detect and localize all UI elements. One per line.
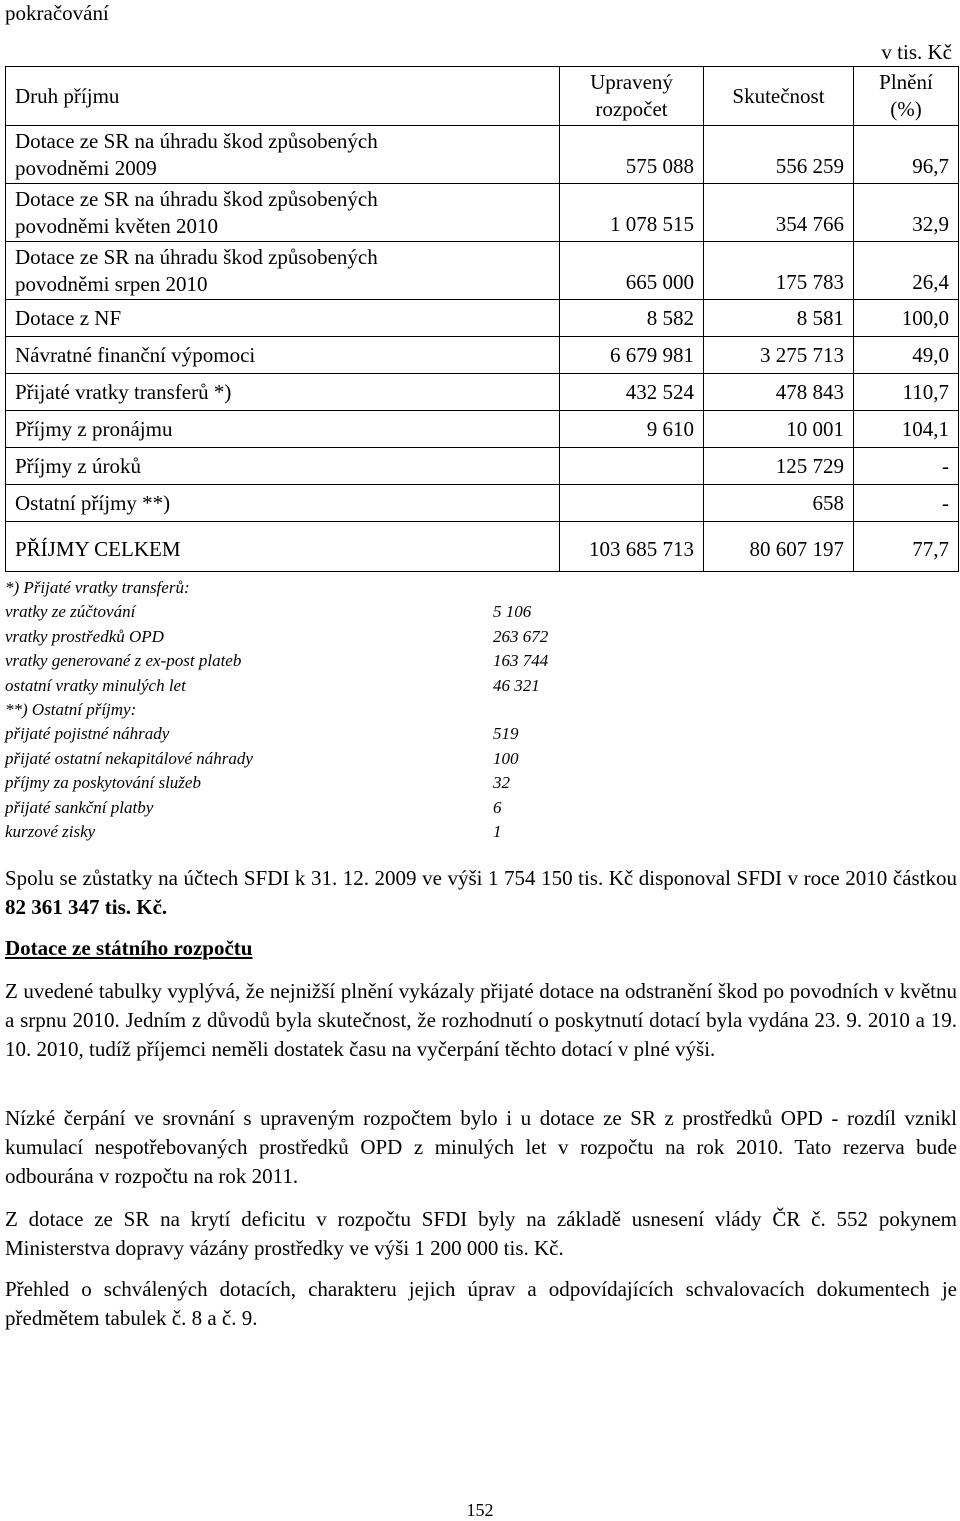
page-number: 152 <box>466 1500 494 1520</box>
paragraph: Nízké čerpání ve srovnání s upraveným rozpočtem bylo i u dotace ze SR z prostředků OPD - rozdíl vznikl kumulací nespotřebovaných prostředků OPD z minulých let v rozpočtu na rok 2010. Tato rezerva bude odbourána v rozpočtu na rok 2011. <box>5 1106 957 1188</box>
paragraph: Z dotace ze SR na krytí deficitu v rozpočtu SFDI byly na základě usnesení vlády ČR č. 552 pokynem Ministerstva dopravy vázány prostředky ve výši 1 200 000 tis. Kč. <box>5 1207 957 1260</box>
list-item: vratky prostředků OPD 263 672 <box>5 626 549 646</box>
header-fulfilment: Plnění (%) <box>854 67 959 126</box>
list-item: přijaté pojistné náhrady 519 <box>5 724 519 744</box>
list-item: přijaté sankční platby 6 <box>5 797 502 817</box>
list-item: kurzové zisky 1 <box>5 822 502 842</box>
table-row: Dotace z NF 8 582 8 581 100,0 <box>6 300 959 337</box>
header-type: Druh příjmu <box>6 67 560 126</box>
table-row: Dotace ze SR na úhradu škod způsobených povodněmi srpen 2010 665 000 175 783 26,4 <box>6 242 959 300</box>
income-table <box>5 66 959 572</box>
header-actual: Skutečnost <box>704 67 854 126</box>
header-budget: Upravený rozpočet <box>560 67 704 126</box>
paragraph: Z uvedené tabulky vyplývá, že nejnižší plnění vykázaly přijaté dotace na odstranění škod po povodních v květnu a srpnu 2010. Jedním z důvodů byla skutečnost, že rozhodnutí o poskytnutí dotací byla vydána 23. 9. 2010 a 19. 10. 2010, tudíž příjemci neměli dostatek času na vyčerpání těchto dotací v plné výši. <box>5 979 957 1061</box>
table-row: Návratné finanční výpomoci 6 679 981 3 275 713 49,0 <box>6 337 959 374</box>
list-item: vratky ze zúčtování 5 106 <box>5 602 532 622</box>
table-row: Příjmy z pronájmu 9 610 10 001 104,1 <box>6 411 959 448</box>
footnote-other-title: **) Ostatní příjmy: <box>5 700 137 720</box>
paragraph: Přehled o schválených dotacích, charakteru jejich úprav a odpovídajících schvalovacích dokumentech je předmětem tabulek č. 8 a č. 9. <box>5 1277 957 1330</box>
continuation-label: pokračování <box>5 1 109 25</box>
table-footnotes <box>5 576 548 844</box>
paragraph-balance: Spolu se zůstatky na účtech SFDI k 31. 12. 2009 ve výši 1 754 150 tis. Kč disponoval SFDI v roce 2010 částkou 82 361 347 tis. Kč. <box>5 866 957 919</box>
table-row: Dotace ze SR na úhradu škod způsobených povodněmi květen 2010 1 078 515 354 766 32,9 <box>6 184 959 242</box>
footnote-transfers-title: *) Přijaté vratky transferů: <box>5 578 190 597</box>
table-row: Přijaté vratky transferů *) 432 524 478 843 110,7 <box>6 374 959 411</box>
table-row: Dotace ze SR na úhradu škod způsobených povodněmi 2009 575 088 556 259 96,7 <box>6 126 959 184</box>
list-item: vratky generované z ex-post plateb 163 744 <box>5 651 549 671</box>
table-header-row <box>6 67 959 126</box>
list-item: ostatní vratky minulých let 46 321 <box>5 675 540 695</box>
list-item: příjmy za poskytování služeb 32 <box>5 773 510 793</box>
section-heading: Dotace ze státního rozpočtu <box>5 936 253 960</box>
table-row: Příjmy z úroků 125 729 - <box>6 448 959 485</box>
unit-label: v tis. Kč <box>881 40 952 64</box>
list-item: přijaté ostatní nekapitálové náhrady 100 <box>5 748 519 768</box>
table-row: Ostatní příjmy **) 658 - <box>6 485 959 522</box>
table-total-row: PŘÍJMY CELKEM 103 685 713 80 607 197 77,7 <box>6 522 959 572</box>
